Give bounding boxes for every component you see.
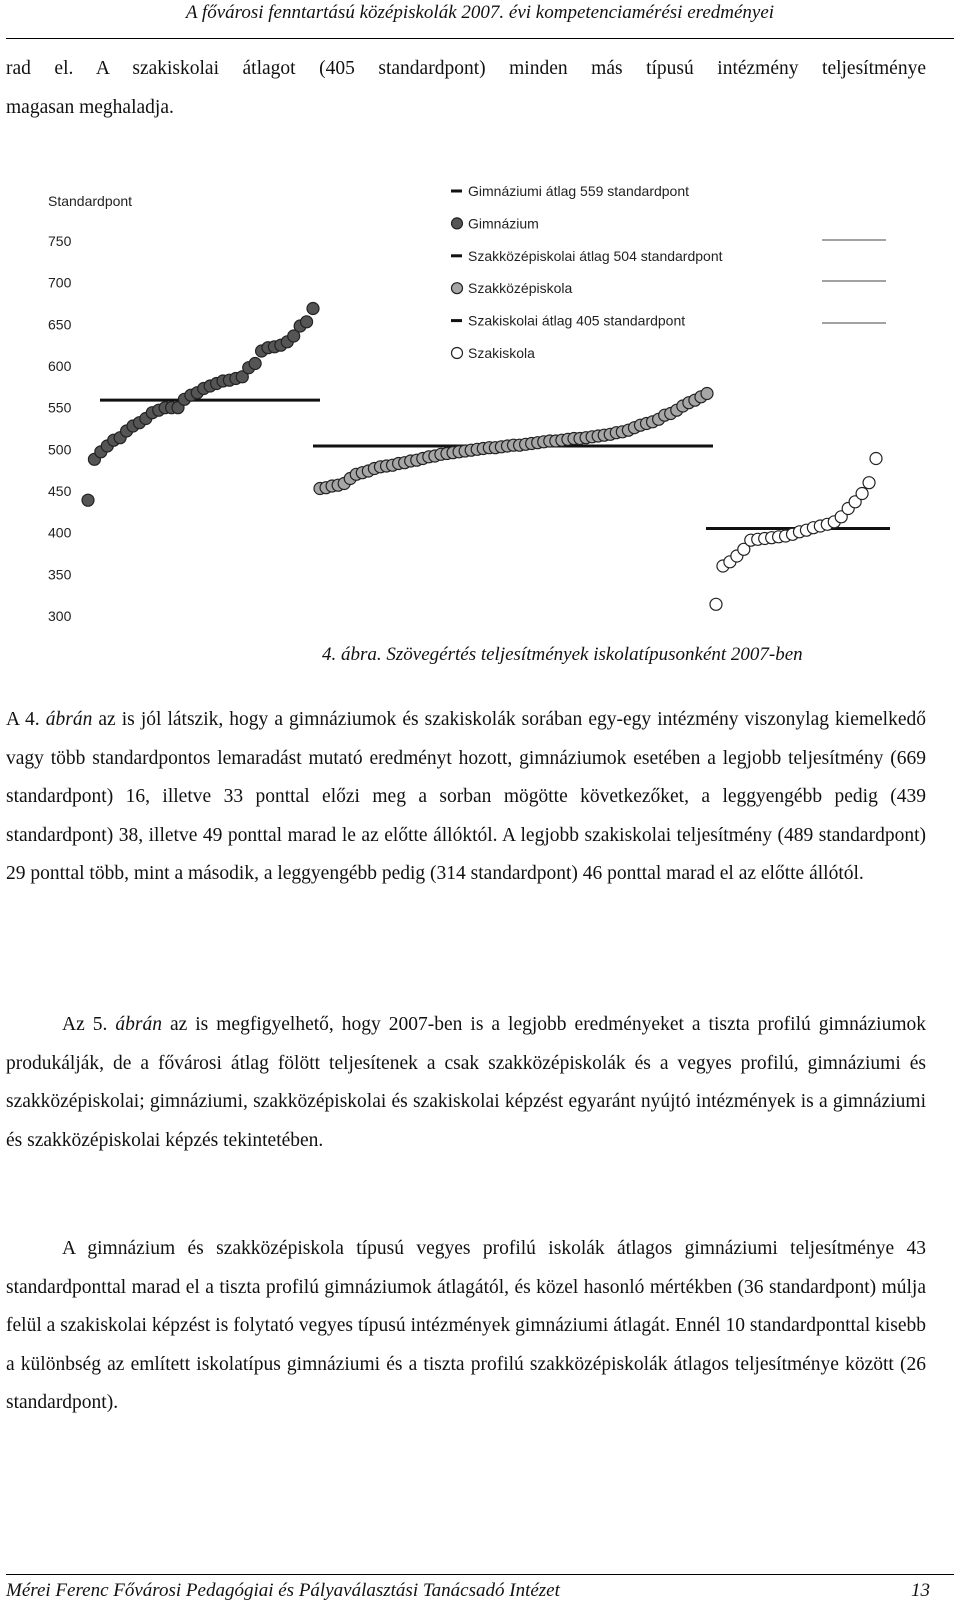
y-tick-label: 450: [48, 483, 72, 499]
legend: [451, 183, 723, 361]
legend-decoration-lines: [822, 240, 886, 323]
legend-label: Szakiskola: [468, 345, 535, 361]
scatter-chart: [0, 180, 960, 640]
para2-body: az is megfigyelhető, hogy 2007-ben is a legjobb eredményeket a tiszta profilú gimnáziumok produkálják, de a fővárosi átlag fölött teljesítenek a csak szakközépiskolák és a vegyes profilú, gimnáziumi és szakközépiskolai; gimnáziumi, szakközépiskolai és szakiskolai képzést egyaránt nyújtó intézmények is a gimnáziumi és szakközépiskolai képzés tekintetében.: [6, 1014, 926, 1151]
szakiskola-point: [870, 453, 882, 465]
footer-institute: Mérei Ferenc Fővárosi Pedagógiai és Pályaválasztási Tanácsadó Intézet: [6, 1580, 560, 1601]
legend-label: Szakközépiskolai átlag 504 standardpont: [468, 247, 723, 264]
paragraph-1: [6, 701, 926, 894]
paragraph-3: A gimnázium és szakközépiskola típusú vegyes profilú iskolák átlagos gimnáziumi teljesítménye 43 standardponttal marad el a tiszta profilú gimnáziumok átlagától, és közel hasonló mértékben (36 standardpont) múlja felül a szakiskolai képzést is folytató vegyes típusú intézmények gimnáziumi átlagát. Ennél 10 standardponttal kisebb a különbség az említett iskolatípus gimnáziumi és a tiszta profilú szakközépiskolák átlagos teljesítménye között (26 standardpont).: [6, 1238, 926, 1414]
para2-figure-ref: ábrán: [115, 1014, 162, 1035]
header-rule: [6, 38, 954, 39]
gimnazium-point: [301, 316, 313, 328]
paragraph-2: [6, 1006, 926, 1160]
legend-szakkozep-marker: [452, 283, 463, 294]
y-tick-label: 500: [48, 441, 72, 458]
szakiskola-point: [863, 477, 875, 489]
average-lines: [100, 400, 890, 528]
y-tick-label: 650: [48, 316, 72, 333]
gimnazium-point: [249, 358, 261, 370]
y-tick-label: 550: [48, 399, 72, 416]
y-tick-label: 700: [48, 274, 72, 291]
intro-paragraph: [6, 50, 926, 127]
para2-start: Az 5.: [62, 1014, 116, 1035]
legend-label: Gimnáziumi átlag 559 standardpont: [468, 183, 690, 199]
gimnazium-point: [82, 494, 94, 506]
y-tick-label: 350: [48, 566, 72, 583]
y-tick-label: 300: [48, 608, 72, 624]
szakiskola-point: [856, 488, 868, 500]
gimnazium-point: [307, 303, 319, 315]
intro-line-1: rad el. A szakiskolai átlagot (405 standardpont) minden más típusú intézmény teljesítménye: [6, 58, 926, 79]
para1-start: A 4.: [6, 709, 46, 730]
y-tick-label: 400: [48, 524, 72, 541]
page-number: 13: [911, 1580, 930, 1601]
legend-label: Szakközépiskola: [468, 280, 573, 297]
y-tick-label: 600: [48, 358, 72, 374]
legend-label: Gimnázium: [468, 215, 539, 232]
legend-gimnazium-marker: [452, 218, 463, 229]
para1-body: az is jól látszik, hogy a gimnáziumok és szakiskolák sorában egy-egy intézmény viszonylag kiemelkedő vagy több standardpontos lemaradást mutató eredményt hozott, gimnáziumok esetében a legjobb teljesítmény (669 standardpont) 16, illetve 33 ponttal előzi meg a sorban mögötte következőket, a leggyengébb pedig (439 standardpont) 38, illetve 49 ponttal marad le az előtte állóktól. A legjobb szakiskolai teljesítmény (489 standardpont) 29 ponttal több, mint a második, a leggyengébb pedig (314 standardpont) 46 ponttal marad el az előtte állótól.: [6, 709, 926, 885]
figure-caption: 4. ábra. Szövegértés teljesítmények iskolatípusonként 2007-ben: [322, 644, 803, 665]
szakiskola-point: [710, 598, 722, 610]
y-axis-title: Standardpont: [48, 193, 133, 209]
intro-line-2: magasan meghaladja.: [6, 96, 174, 118]
szakkozep-point: [701, 388, 713, 400]
y-tick-label: 750: [48, 233, 72, 249]
y-axis-ticks: [48, 233, 72, 624]
running-header: A fővárosi fenntartású középiskolák 2007. évi kompetenciamérési eredményei: [185, 2, 775, 23]
footer-rule: [6, 1574, 954, 1575]
legend-label: Szakiskolai átlag 405 standardpont: [468, 312, 686, 329]
legend-szakiskola-marker: [452, 348, 463, 359]
para1-figure-ref: ábrán: [45, 709, 93, 730]
